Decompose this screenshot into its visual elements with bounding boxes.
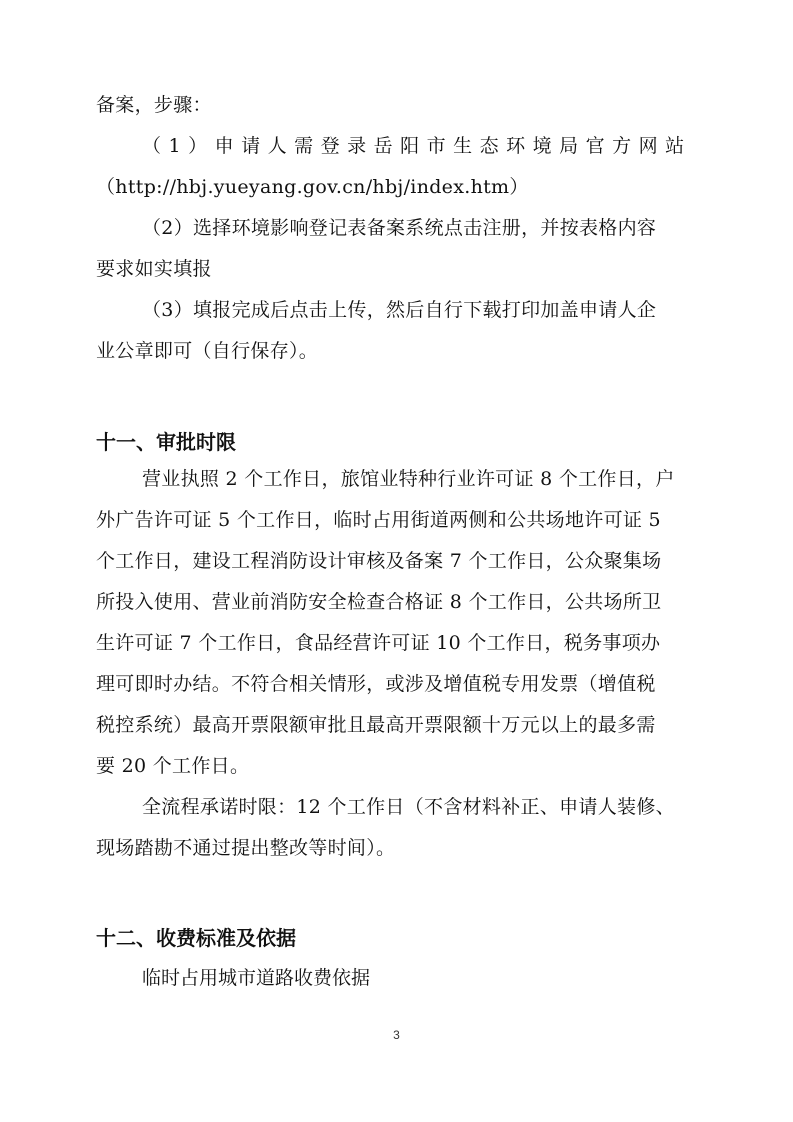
step-2-text-cont: 要求如实填报 [96,258,212,280]
paragraph-line: 所投入使用、营业前消防安全检查合格证 8 个工作日，公共场所卫 [96,591,662,613]
text-line: 备案，步骤： [96,94,212,116]
subheading-fee-basis: 临时占用城市道路收费依据 [142,967,371,989]
step-3-text-cont: 业公章即可（自行保存）。 [96,340,319,362]
paragraph-line: 现场踏勘不通过提出整改等时间）。 [96,837,396,859]
paragraph-line: 税控系统）最高开票限额审批且最高开票限额十万元以上的最多需 [96,714,656,736]
paragraph-line: 个工作日，建设工程消防设计审核及备案 7 个工作日，公众聚集场 [96,550,662,572]
paragraph-line: 要 20 个工作日。 [96,755,250,777]
section-heading-approval-time: 十一、审批时限 [96,430,236,454]
section-heading-fees: 十二、收费标准及依据 [96,926,296,950]
paragraph-line: 全流程承诺时限：12 个工作日（不含材料补正、申请人装修、 [142,796,675,818]
page-number: 3 [393,1028,400,1042]
paragraph-line: 生许可证 7 个工作日，食品经营许可证 10 个工作日，税务事项办 [96,632,661,654]
paragraph-line: 营业执照 2 个工作日，旅馆业特种行业许可证 8 个工作日，户 [142,468,675,490]
step-1-text: （1）申请人需登录岳阳市生态环境局官方网站 [142,135,692,157]
step-3-text: （3）填报完成后点击上传，然后自行下载打印加盖申请人企 [142,299,657,321]
step-1-url: （http://hbj.yueyang.gov.cn/hbj/index.htm） [96,176,529,198]
paragraph-line: 理可即时办结。不符合相关情形，或涉及增值税专用发票（增值税 [96,673,656,695]
paragraph-line: 外广告许可证 5 个工作日，临时占用街道两侧和公共场地许可证 5 [96,509,661,531]
step-2-text: （2）选择环境影响登记表备案系统点击注册，并按表格内容 [142,217,657,239]
